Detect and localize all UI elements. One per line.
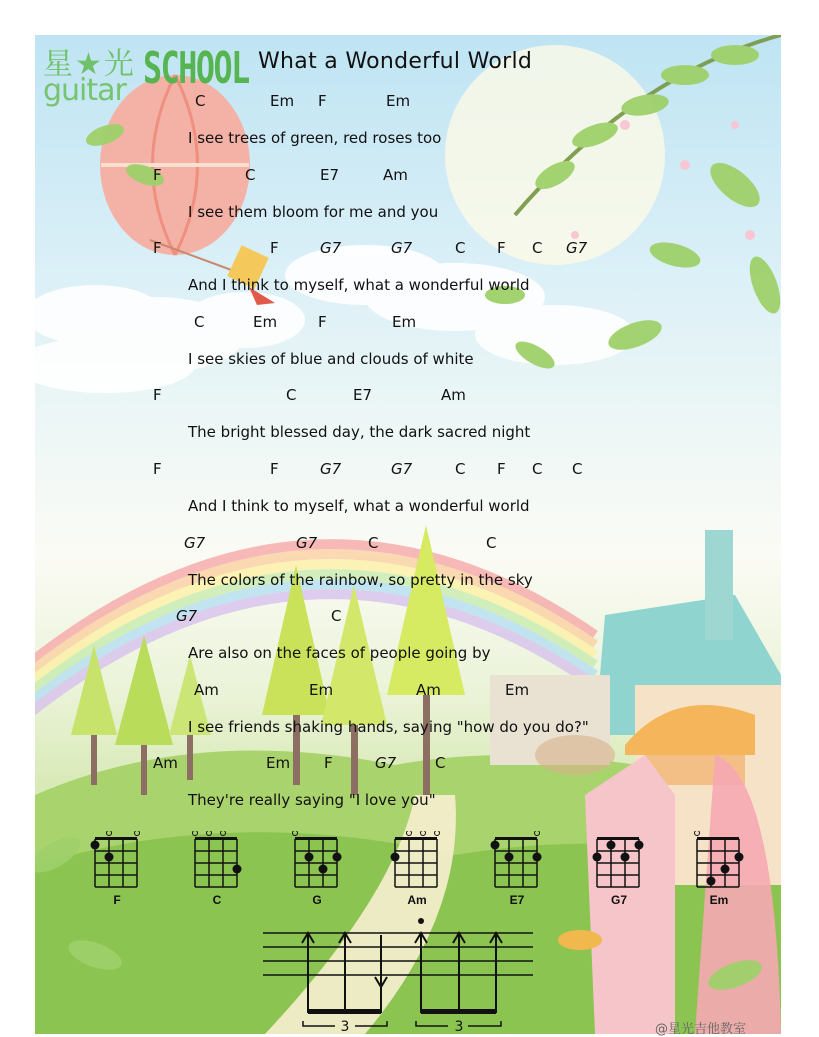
lyric-line: Are also on the faces of people going by <box>188 644 491 663</box>
chord-diagram-name: C <box>212 893 222 907</box>
finger-dot <box>505 853 514 862</box>
open-string-marker <box>421 831 426 836</box>
guitar-school-logo <box>41 39 249 109</box>
chord-diagram-name: Em <box>709 893 729 907</box>
finger-dot <box>533 853 542 862</box>
chord-symbol: G7 <box>184 533 206 552</box>
chord-symbol: Em <box>270 92 295 110</box>
chord-diagram-f <box>87 831 147 921</box>
chord-symbol: Em <box>386 92 411 110</box>
chord-symbol: Em <box>253 312 278 331</box>
open-string-marker <box>535 831 540 836</box>
chord-symbol: C <box>532 239 543 258</box>
chord-symbol: C <box>331 607 342 626</box>
finger-dot <box>105 853 114 862</box>
chord-diagram-name: E7 <box>509 893 525 907</box>
logo-guitar-text: guitar <box>43 73 126 108</box>
chord-symbol: G7 <box>391 239 413 258</box>
finger-dot <box>621 853 630 862</box>
chord-symbol: Am <box>153 754 178 773</box>
chord-symbol: F <box>324 754 333 773</box>
open-string-marker <box>435 831 440 836</box>
finger-dot <box>391 853 400 862</box>
chord-symbol: F <box>318 312 327 331</box>
open-string-marker <box>207 831 212 836</box>
open-string-marker <box>107 831 112 836</box>
lyric-line: The colors of the rainbow, so pretty in the sky <box>188 570 533 589</box>
fretboard-grid <box>689 831 749 891</box>
chord-symbol: G7 <box>320 239 342 258</box>
chord-diagram-name: G <box>312 893 322 907</box>
lyric-line: And I think to myself, what a wonderful world <box>188 497 530 515</box>
chord-symbol: F <box>153 165 162 184</box>
finger-dot <box>333 853 342 862</box>
chord-diagram-name: Am <box>407 893 427 907</box>
chord-symbol: C <box>455 239 466 258</box>
chord-symbol: F <box>497 460 506 478</box>
open-string-marker <box>221 831 226 836</box>
open-string-marker <box>695 831 700 836</box>
chord-symbol: Am <box>441 386 466 405</box>
chord-symbol: Em <box>266 754 291 773</box>
triplet-label: 3 <box>340 1019 350 1033</box>
chord-diagram-em <box>689 831 749 921</box>
finger-dot <box>735 853 744 862</box>
finger-dot <box>593 853 602 862</box>
chord-symbol: F <box>318 92 327 110</box>
lyric-line: They're really saying "I love you" <box>188 791 436 810</box>
logo-chinese-text: 星★光 <box>43 47 136 82</box>
fretboard-grid <box>487 831 547 891</box>
chord-symbol: C <box>435 754 446 773</box>
finger-dot <box>233 865 242 874</box>
song-sheet <box>35 35 781 1034</box>
watermark: @星光吉他教室 <box>655 1022 747 1037</box>
lyric-line: I see trees of green, red roses too <box>188 129 442 147</box>
chord-symbol: Am <box>194 680 219 699</box>
lyric-line: I see friends shaking hands, saying "how do you do?" <box>188 717 589 736</box>
chord-diagram-name: F <box>113 893 121 907</box>
song-title: What a Wonderful World <box>258 49 533 74</box>
chord-symbol: F <box>270 460 279 478</box>
chord-symbol: C <box>368 533 379 552</box>
lyric-line: The bright blessed day, the dark sacred night <box>188 423 531 442</box>
lyric-line: I see them bloom for me and you <box>188 202 439 221</box>
chord-symbol: Em <box>309 680 334 699</box>
chord-symbol: C <box>286 386 297 405</box>
chord-symbol: G7 <box>566 239 588 258</box>
chord-symbol: C <box>532 460 543 478</box>
chord-symbol: G7 <box>176 607 198 626</box>
fretboard-grid <box>589 831 649 891</box>
finger-dot <box>635 841 644 850</box>
chord-symbol: C <box>194 312 205 331</box>
chord-symbol: F <box>153 239 162 258</box>
chord-symbol: F <box>153 386 162 405</box>
chord-diagram-g <box>287 831 347 921</box>
chord-symbol: C <box>486 533 497 552</box>
lyric-line: And I think to myself, what a wonderful world <box>188 276 530 295</box>
chord-symbol: E7 <box>353 386 373 405</box>
finger-dot <box>607 841 616 850</box>
finger-dot <box>319 865 328 874</box>
open-string-marker <box>293 831 298 836</box>
chord-diagram-am <box>387 831 447 921</box>
chord-symbol: Am <box>416 680 441 699</box>
chord-symbol: G7 <box>320 460 342 478</box>
fretboard-grid <box>87 831 147 891</box>
finger-dot <box>721 865 730 874</box>
chord-symbol: G7 <box>296 533 318 552</box>
chord-diagram-c <box>187 831 247 921</box>
chord-symbol: E7 <box>320 165 340 184</box>
fretboard-grid <box>187 831 247 891</box>
fretboard-grid <box>387 831 447 891</box>
chord-symbol: F <box>497 239 506 258</box>
chord-symbol: Em <box>392 312 417 331</box>
chord-symbol: Am <box>383 165 408 184</box>
chord-symbol: C <box>195 92 206 110</box>
logo-school-text: SCHOOL <box>143 43 249 94</box>
finger-dot <box>707 877 716 886</box>
chord-diagram-e7 <box>487 831 547 921</box>
chord-symbol: G7 <box>375 754 397 773</box>
chord-symbol: F <box>270 239 279 258</box>
open-string-marker <box>135 831 140 836</box>
chord-symbol: Em <box>505 680 530 699</box>
finger-dot <box>491 841 500 850</box>
chord-symbol: G7 <box>391 460 413 478</box>
strumming-pattern <box>263 913 533 1033</box>
chord-symbol: C <box>455 460 466 478</box>
chord-symbol: C <box>572 460 583 478</box>
chord-symbol: C <box>245 165 256 184</box>
chord-diagram-name: G7 <box>610 893 627 907</box>
chord-symbol: F <box>153 460 162 478</box>
finger-dot <box>305 853 314 862</box>
chord-diagram-g7 <box>589 831 649 921</box>
fretboard-grid <box>287 831 347 891</box>
open-string-marker <box>407 831 412 836</box>
finger-dot <box>91 841 100 850</box>
open-string-marker <box>193 831 198 836</box>
lyric-line: I see skies of blue and clouds of white <box>188 349 474 368</box>
triplet-label: 3 <box>454 1019 464 1033</box>
